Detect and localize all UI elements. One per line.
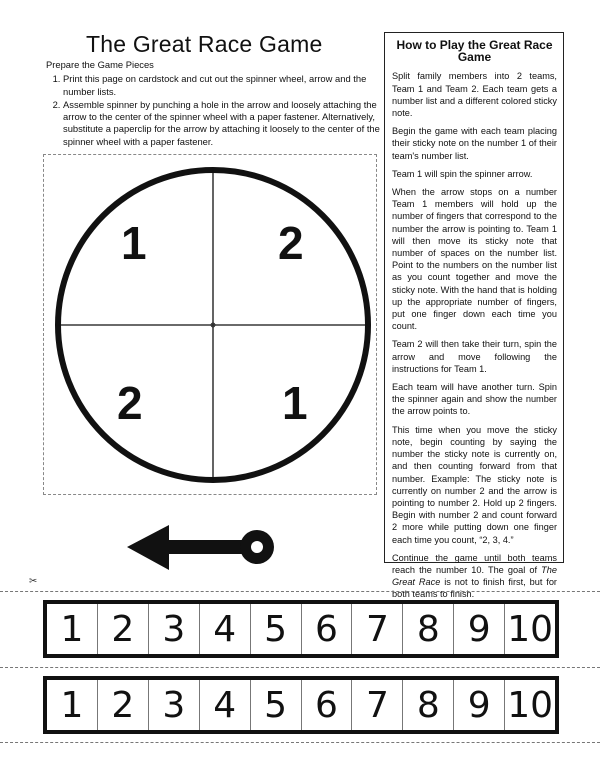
number-list-team-2 xyxy=(43,676,559,734)
number-cell: 8 xyxy=(403,680,454,730)
rule-paragraph: This time when you move the sticky note, begin counting by saying the number the sticky note is currently on, and then counting forward from that number. Example: The sticky note is currently on number 2 and the arrow is pointing to number 2. Hold up 2 fingers. Begin with number 2 and count forward 2 more while putting down one finger each time you count, “2, 3, 4.” xyxy=(392,424,557,545)
number-cell: 3 xyxy=(149,680,200,730)
number-cell: 2 xyxy=(98,680,149,730)
how-to-play-heading: How to Play the Great Race Game xyxy=(396,38,553,65)
rule-paragraph: Split family members into 2 teams, Team 1 and Team 2. Each team gets a number list and a different colored sticky note. xyxy=(392,71,557,119)
spinner-quadrant-top-right: 2 xyxy=(278,217,304,269)
rule-paragraph: Begin the game with each team placing their sticky note on the number 1 of their team's number list. xyxy=(392,126,557,161)
number-list-team-1 xyxy=(43,600,559,658)
number-cell: 6 xyxy=(302,680,353,730)
cut-line-top xyxy=(0,591,600,592)
prepare-steps xyxy=(46,73,381,148)
number-cell: 9 xyxy=(454,604,505,654)
final-text-start: Continue the game until both teams reach the number 10. The goal of xyxy=(392,552,557,575)
prepare-step: 1. Print this page on cardstock and cut out the spinner wheel, arrow and the number lists. xyxy=(63,73,381,98)
number-cell: 7 xyxy=(352,680,403,730)
number-cell: 5 xyxy=(251,680,302,730)
prepare-instructions xyxy=(46,59,381,149)
prepare-heading: Prepare the Game Pieces xyxy=(46,59,154,70)
rule-paragraph: When the arrow stops on a number Team 1 members will hold up the number of fingers that correspond to the number the arrow is pointing to. Team 1 will then move its sticky note that number of spaces on the number list. Point to the numbers on the number list as you count together and move the sticky note. With the hand that is holding up the appropriate number of fingers, put one finger down each time you count. xyxy=(392,187,557,332)
number-cell: 4 xyxy=(200,604,251,654)
rule-paragraph: Each team will have another turn. Spin the spinner again and show the number the arrow points to. xyxy=(392,382,557,417)
cut-line-bottom xyxy=(0,742,600,743)
number-cell: 6 xyxy=(302,604,353,654)
rule-paragraph: Team 1 will spin the spinner arrow. xyxy=(392,168,533,179)
number-cell: 4 xyxy=(200,680,251,730)
spinner-quadrant-bottom-right: 1 xyxy=(282,377,308,429)
number-cell: 8 xyxy=(403,604,454,654)
number-cell: 7 xyxy=(352,604,403,654)
number-cell: 9 xyxy=(454,680,505,730)
cut-line-middle xyxy=(0,667,600,668)
rule-paragraph: Team 2 will then take their turn, spin the arrow and move following the instructions for Team 1. xyxy=(392,339,557,374)
how-to-play-box xyxy=(384,32,564,600)
number-cell: 1 xyxy=(47,680,98,730)
page-title: The Great Race Game xyxy=(86,31,323,57)
rule-paragraph-final xyxy=(392,552,557,601)
number-cell: 5 xyxy=(251,604,302,654)
spinner-arrow xyxy=(127,525,277,571)
number-cell: 3 xyxy=(149,604,200,654)
final-text-end: is not to finish first, but for both teams to finish. xyxy=(392,577,557,600)
scissors-icon: ✂ xyxy=(29,576,38,587)
prepare-step: 2. Assemble spinner by punching a hole in the arrow and loosely attaching the arrow to the center of the spinner wheel with a paper fastener. Alternatively, substitute a paperclip for the arrow by attaching it loosely to the center of the spinner wheel with a paper fastener. xyxy=(63,99,381,148)
number-cell: 1 xyxy=(47,604,98,654)
spinner-wheel xyxy=(53,163,373,483)
number-cell: 10 xyxy=(507,684,554,726)
game-name-emphasis: The Great Race xyxy=(392,564,557,588)
spinner-quadrant-bottom-left: 2 xyxy=(117,377,143,429)
number-cell: 10 xyxy=(507,608,554,650)
number-cell: 2 xyxy=(98,604,149,654)
spinner-quadrant-top-left: 1 xyxy=(121,217,147,269)
